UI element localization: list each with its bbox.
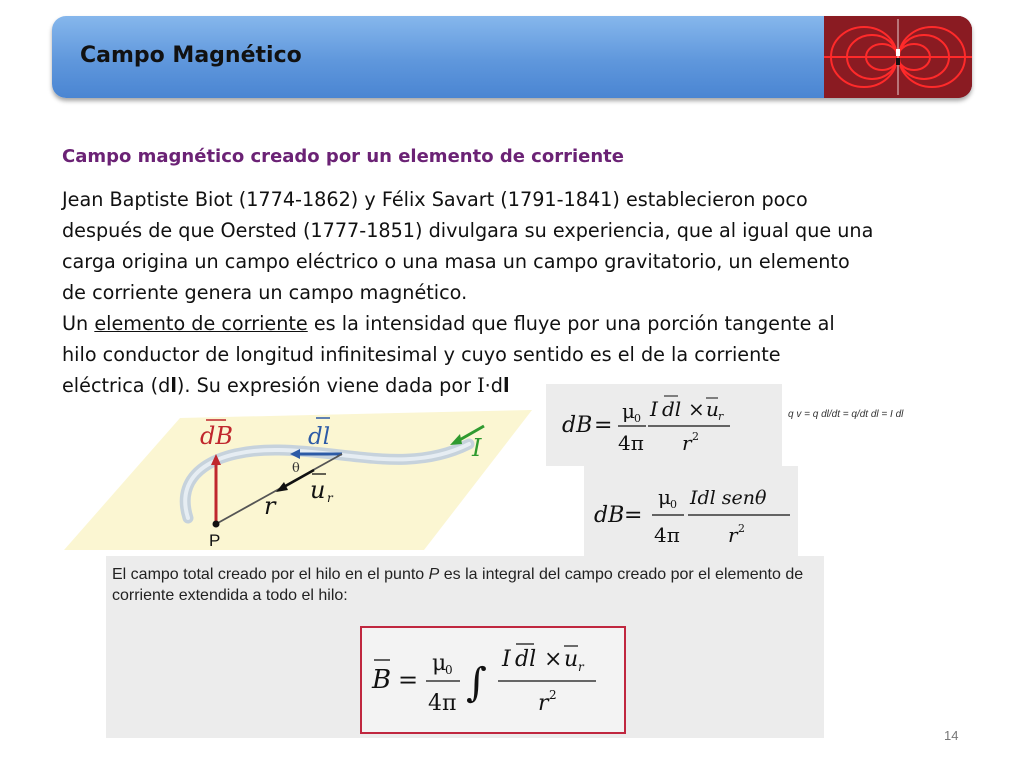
body-fragment: eléctrica (d: [62, 374, 171, 397]
point-P: [213, 521, 220, 528]
f4-lhs: B: [372, 665, 392, 695]
f1-den-exp: 2: [692, 430, 699, 443]
f1-num-I: I: [650, 397, 658, 421]
label-r: r: [264, 492, 276, 520]
f4-mu: μ: [432, 651, 447, 676]
f1-mu-sub: 0: [634, 412, 641, 425]
bold-vector-l: l: [170, 374, 177, 397]
panel-text-P: P: [428, 566, 440, 583]
f1-eq: =: [594, 413, 613, 438]
f4-num-u-sub: r: [578, 660, 584, 674]
f1-den: r: [682, 431, 692, 455]
f1-times: ×: [688, 397, 705, 421]
f2-mu: μ: [658, 485, 671, 509]
body-line: después de que Oersted (1777-1851) divulgara su experiencia, que al igual que una: [62, 219, 874, 242]
body-line: carga origina un campo eléctrico o una masa un campo gravitatorio, un elemento: [62, 250, 850, 273]
page-number: 14: [944, 728, 959, 743]
f2-four-pi: 4π: [654, 523, 680, 547]
label-dl: dl: [308, 424, 331, 450]
body-line: hilo conductor de longitud infinitesimal y cuyo sentido es el de la corriente: [62, 343, 781, 366]
expr-vector-l: l: [502, 374, 510, 397]
body-fragment: Un: [62, 312, 89, 335]
f1-num-u: u: [706, 397, 719, 421]
label-theta: θ: [292, 461, 300, 476]
f2-eq: =: [624, 503, 643, 528]
body-fragment: ). Su expresión viene dada por: [176, 374, 471, 397]
section-subtitle: Campo magnético creado por un elemento de corriente: [62, 146, 624, 167]
expr-I: I: [477, 374, 485, 397]
body-fragment: es la intensidad que fluye por una porción tangente al: [313, 312, 835, 335]
f4-eq: =: [398, 666, 419, 694]
f4-times: ×: [544, 647, 563, 672]
label-I: I: [472, 434, 482, 462]
f1-four-pi: 4π: [618, 431, 644, 455]
label-u: u: [310, 476, 326, 504]
f1-lhs: dB: [562, 413, 593, 438]
f3-text: q v = q dl/dt = q/dt dl = I dl: [788, 409, 904, 420]
body-line: de corriente genera un campo magnético.: [62, 281, 468, 304]
f1-mu: μ: [622, 399, 635, 423]
f2-lhs: dB: [594, 503, 625, 528]
f4-num-I: I: [502, 647, 511, 672]
formula-qv-identity: [784, 393, 960, 433]
body-line: Jean Baptiste Biot (1774-1862) y Félix Savart (1791-1841) establecieron poco: [62, 188, 808, 211]
f4-four-pi: 4π: [428, 691, 457, 716]
expr-dot-d: ·d: [484, 374, 503, 397]
f2-mu-sub: 0: [670, 498, 677, 511]
panel-text-b: es la integral del campo creado por el elemento de corriente extendida a todo el hilo:: [112, 566, 804, 604]
underlined-term: elemento de corriente: [94, 312, 308, 335]
f4-den-exp: 2: [549, 688, 557, 702]
f4-num-u: u: [564, 647, 579, 672]
f4-mu-sub: 0: [445, 663, 453, 677]
integral-panel: [106, 556, 824, 738]
label-P: P: [209, 531, 221, 550]
f1-num-u-sub: r: [718, 410, 724, 423]
panel-text: [112, 564, 822, 606]
formula-dB-magnitude: [584, 466, 798, 558]
body-text: [62, 184, 942, 401]
biot-savart-diagram: [64, 404, 534, 554]
title-banner: [52, 16, 972, 98]
panel-text-a: El campo total creado por el hilo en el punto: [112, 566, 425, 583]
label-dB: dB: [200, 422, 233, 450]
f2-num: Idl senθ: [690, 487, 767, 509]
slide-title: Campo Magnético: [80, 43, 302, 68]
magnetic-dipole-field-lines-icon: [824, 16, 972, 98]
f4-den: r: [538, 691, 549, 716]
integral-formula-box: [360, 626, 626, 734]
body-line: [62, 308, 942, 339]
formula-dB-vector: [546, 384, 782, 466]
f2-den: r: [728, 523, 738, 547]
f2-den-exp: 2: [738, 522, 745, 535]
f1-num-dl: dl: [662, 397, 682, 421]
f4-num-dl: dl: [515, 647, 537, 672]
f4-integral: ∫: [466, 660, 487, 706]
label-u-sub: r: [327, 491, 333, 505]
